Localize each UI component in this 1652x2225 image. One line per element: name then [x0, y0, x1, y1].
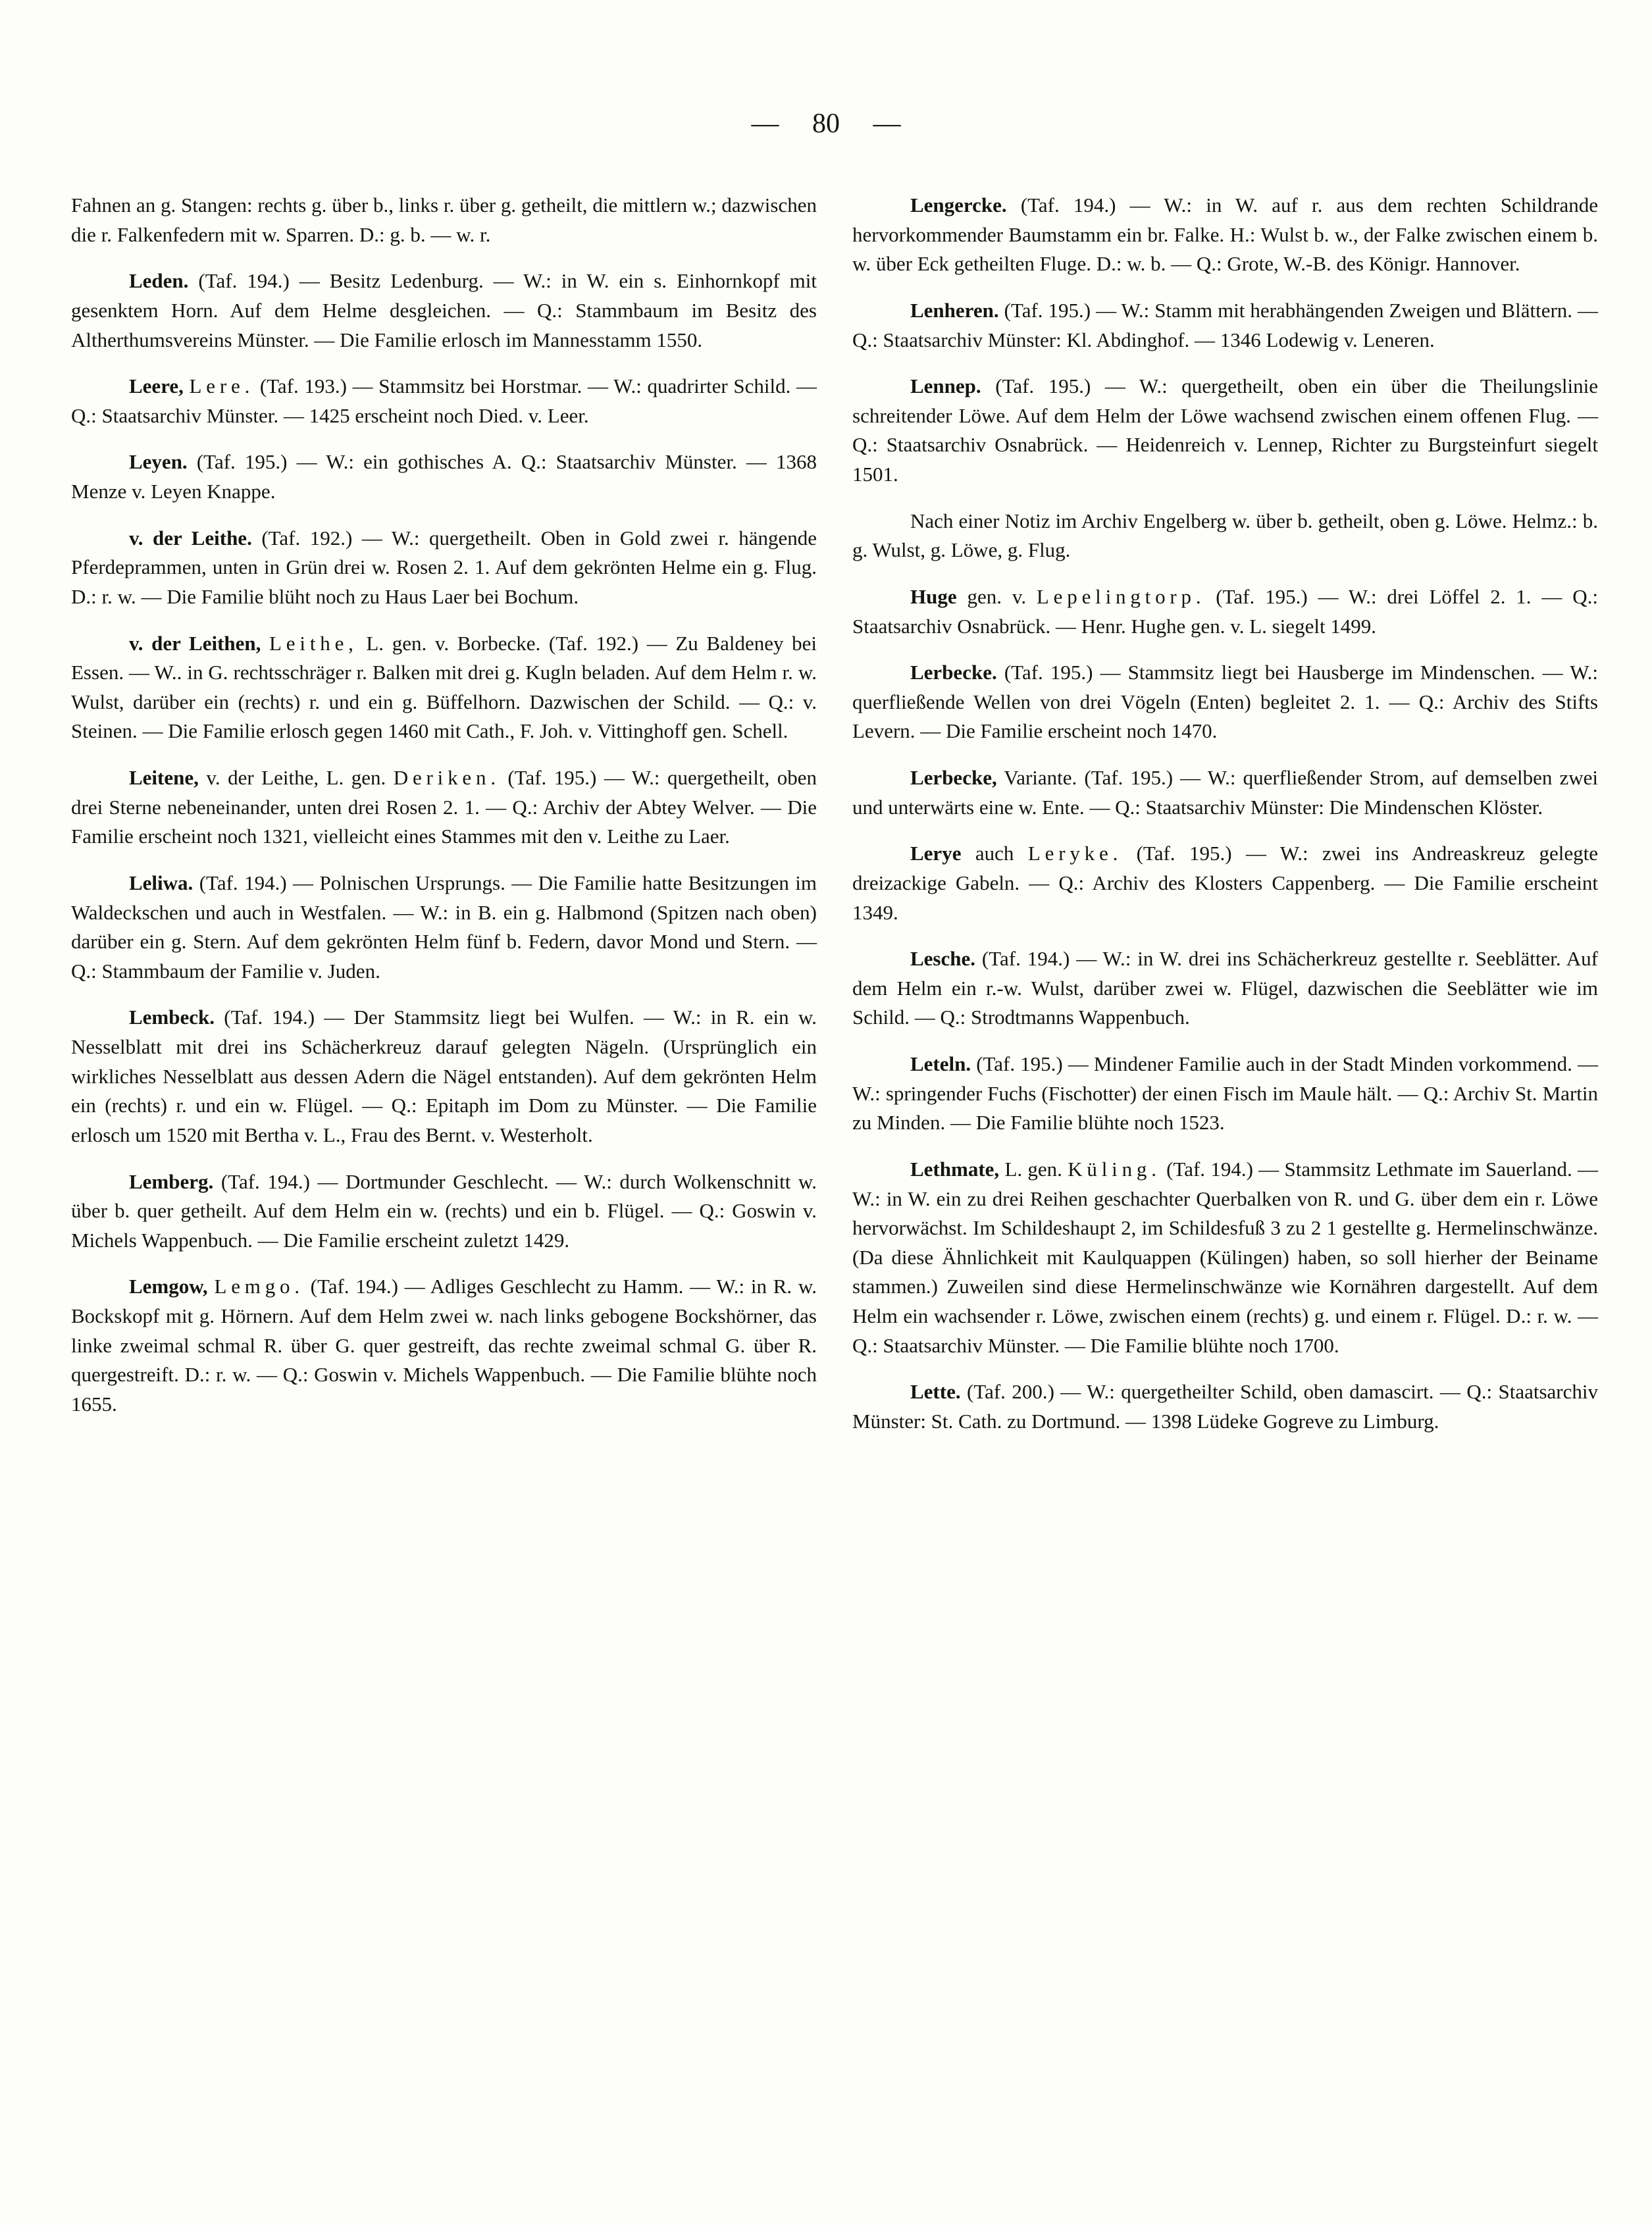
entry-body-text: (Taf. 195.) — W.: quergetheilt, oben drei Sterne nebeneinander, unten drei Rosen 2. 1. — Q.: Archiv der Abtey Welver. — Die Familie erscheint noch 1321, vielleicht eines Stammes mit den v. Leithe zu Laer.	[71, 766, 817, 848]
entry-lembeck	[71, 1003, 817, 1150]
entry-huge	[852, 582, 1598, 641]
entry-headword: Lesche.	[910, 947, 976, 971]
right-column	[852, 191, 1598, 1454]
entry-headword: Lerbecke,	[910, 766, 997, 789]
entry-headword: v. der Leithe.	[129, 526, 252, 550]
entry-body-text: Fahnen an g. Stangen: rechts g. über b., links r. über g. getheilt, die mittlern w.; dazwischen die r. Falkenfedern mit w. Sparren. D.: g. b. — w. r.	[71, 193, 817, 246]
entry-spaced-name: Küling.	[1068, 1157, 1161, 1181]
entry-headword: Leere,	[129, 374, 184, 398]
entry-lerbecke	[852, 658, 1598, 746]
entry-lemgow	[71, 1272, 817, 1419]
entry-leitene	[71, 763, 817, 852]
entry-headword: Leyen.	[129, 450, 188, 474]
entry-mid-text	[261, 632, 269, 655]
entry-mid-text	[997, 661, 1004, 684]
entry-body-text: (Taf. 195.) — Stammsitz liegt bei Hausberge im Mindenschen. — W.: querfließende Wellen von drei Vögeln (Enten) begleitet 2. 1. — Q.: Archiv des Stifts Levern. — Die Familie erscheint noch 1470.	[852, 661, 1599, 743]
page-header	[0, 108, 1652, 140]
entry-body-text: (Taf. 194.) — Adliges Geschlecht zu Hamm. — W.: in R. w. Bockskopf mit g. Hörnern. Auf dem Helm zwei w. nach links gebogene Bockshörner, das linke zweimal schmal R. über G. quer gestreift, das rechte zweimal schmal G. über R. quergestreift. D.: r. w. — Q.: Goswin v. Michels Wappenbuch. — Die Familie blühte noch 1655.	[71, 1275, 817, 1416]
entry-lenheren	[852, 296, 1598, 355]
entry-mid-text	[208, 1275, 215, 1298]
entry-body-text: Nach einer Notiz im Archiv Engelberg w. über b. getheilt, oben g. Löwe. Helmz.: b. g. Wulst, g. Löwe, g. Flug.	[852, 509, 1598, 562]
entry-mid-text	[981, 374, 996, 397]
entry-headword: Leteln.	[910, 1052, 971, 1075]
entry-headword: Leliwa.	[129, 871, 194, 894]
left-column	[71, 191, 817, 1454]
entry-headword: Lembeck.	[129, 1006, 215, 1029]
entry-mid-text	[971, 1052, 976, 1075]
entry-leteln	[852, 1050, 1598, 1138]
entry-body-text: (Taf. 195.) — W.: Stamm mit herabhängenden Zweigen und Blättern. — Q.: Staatsarchiv Münster: Kl. Abdinghof. — 1346 Lodewig v. Leneren.	[852, 298, 1599, 351]
entry-headword: Lemberg.	[129, 1169, 214, 1193]
entry-spaced-name: Leithe,	[269, 631, 358, 655]
entry-headword: Leden.	[129, 269, 189, 293]
entry-body-text: (Taf. 194.) — Stammsitz Lethmate im Sauerland. — W.: in W. ein zu drei Reihen geschachter Querbalken von R. und G. über dem ein r. Löwe hervorwächst. Im Schildeshaupt 2, im Schildesfuß 3 zu 2 1 gestellte g. Hermelinschwänze. (Da diese Ähnlichkeit mit Kaulquappen (Külingen) haben, so soll hierher der Beiname stammen.) Zuweilen sind diese Hermelinschwänze wie Kornähren dargestellt. Auf dem Helm ein wachsender r. Löwe, zwischen einem (rechts) g. und einem r. Flügel. D.: r. w. — Q.: Staatsarchiv Münster. — Die Familie blühte noch 1700.	[852, 1157, 1598, 1357]
entry-body-text: (Taf. 194.) — Der Stammsitz liegt bei Wulfen. — W.: in R. ein w. Nesselblatt mit drei ins Schächerkreuz darauf gelegten Nägeln. (Ursprünglich ein wirkliches Nesselblatt aus dessen Adern die Nägel entstanden). Auf dem gekrönten Helm ein (rechts) r. und ein w. Flügel. — Q.: Epitaph im Dom zu Münster. — Die Familie erlosch um 1520 mit Bertha v. L., Frau des Bernt. v. Westerholt.	[71, 1006, 817, 1146]
page-number: — 80 —	[751, 109, 901, 139]
entry-mid-text	[975, 947, 982, 970]
entry-leyen	[71, 448, 817, 506]
entry-headword: Lennep.	[910, 374, 981, 398]
entry-leliwa	[71, 869, 817, 986]
entry-body-text: (Taf. 195.) — W.: drei Löffel 2. 1. — Q.: Staatsarchiv Osnabrück. — Henr. Hughe gen. v. L. siegelt 1499.	[852, 584, 1598, 638]
text-columns	[71, 191, 1598, 1454]
entry-headword: Lerye	[910, 842, 962, 865]
entry-lette	[852, 1377, 1598, 1436]
entry-mid-text: gen. v.	[956, 584, 1037, 608]
entry-leere	[71, 372, 817, 430]
entry-v-der-leithen	[71, 629, 817, 747]
entry-mid-text	[1007, 193, 1021, 217]
entry-mid-text: L. gen.	[999, 1157, 1068, 1181]
entry-lengercke	[852, 191, 1598, 279]
entry-lesche	[852, 944, 1598, 1033]
entry-lerbecke-variante	[852, 763, 1598, 822]
entry-body-text: (Taf. 194.) — Dortmunder Geschlecht. — W.: durch Wolkenschnitt w. über b. quer getheilt. Auf dem Helm ein w. (rechts) und ein b. Flügel. — Q.: Goswin v. Michels Wappenbuch. — Die Familie erscheint zuletzt 1429.	[71, 1169, 817, 1252]
entry-mid-text	[252, 526, 261, 550]
entry-headword: Lette.	[910, 1380, 961, 1404]
entry-body-text: (Taf. 195.) — W.: ein gothisches A. Q.: Staatsarchiv Münster. — 1368 Menze v. Leyen Knappe.	[71, 450, 817, 503]
entry-body-text: (Taf. 194.) — Polnischen Ursprungs. — Die Familie hatte Besitzungen im Waldeckschen und auch in Westfalen. — W.: in B. ein g. Halbmond (Spitzen nach oben) darüber ein g. Stern. Auf dem gekrönten Helm fünf b. Federn, davor Mond und Stern. — Q.: Stammbaum der Familie v. Juden.	[71, 871, 817, 983]
entry-mid-text	[999, 299, 1004, 322]
entry-leden	[71, 267, 817, 355]
entry-lemberg	[71, 1167, 817, 1256]
entry-headword: Huge	[910, 584, 957, 608]
entry-mid-text: auch	[961, 842, 1028, 865]
entry-mid-text	[184, 374, 190, 397]
entry-mid-text	[193, 871, 199, 894]
entry-body-text: (Taf. 195.) — W.: quergetheilt, oben ein über die Theilungslinie schreitender Löwe. Auf dem Helm der Löwe wachsend zwischen einem offenen Flug. — Q.: Staatsarchiv Osnabrück. — Heidenreich v. Lennep, Richter zu Burgsteinfurt siegelt 1501.	[852, 374, 1598, 486]
entry-headword: Lethmate,	[910, 1157, 1000, 1181]
entry-continuation	[71, 191, 817, 249]
entry-lennep-note	[852, 507, 1598, 565]
entry-headword: Lemgow,	[129, 1275, 208, 1298]
entry-body-text: (Taf. 192.) — W.: quergetheilt. Oben in Gold zwei r. hängende Pferdeprammen, unten in Grün drei w. Rosen 2. 1. Auf dem gekrönten Helme ein g. Flug. D.: r. w. — Die Familie blüht noch zu Haus Laer bei Bochum.	[71, 526, 817, 608]
entry-body-text: (Taf. 200.) — W.: quergetheilter Schild, oben damascirt. — Q.: Staatsarchiv Münster: St. Cath. zu Dortmund. — 1398 Lüdeke Gogreve zu Limburg.	[852, 1380, 1598, 1433]
entry-headword: Lenheren.	[910, 298, 999, 322]
entry-lerye	[852, 839, 1598, 927]
entry-headword: Leitene,	[129, 766, 199, 789]
entry-spaced-name: Deriken.	[393, 766, 500, 789]
entry-lennep	[852, 372, 1598, 490]
entry-body-text: (Taf. 195.) — W.: zwei ins Andreaskreuz gelegte dreizackige Gabeln. — Q.: Archiv des Klosters Cappenberg. — Die Familie erscheint 1349.	[852, 842, 1598, 924]
entry-body-text: (Taf. 194.) — W.: in W. auf r. aus dem rechten Schildrande hervorkommender Baumstamm ein br. Falke. H.: Wulst b. w., der Falke zwischen einem b. w. über Eck getheilten Fluge. D.: w. b. — Q.: Grote, W.-B. des Königr. Hannover.	[852, 193, 1599, 276]
entry-body-text: (Taf. 194.) — W.: in W. drei ins Schächerkreuz gestellte r. Seeblätter. Auf dem Helm ein r.-w. Wulst, darüber zwei w. Flügel, dazwischen die Seeblätter wie im Schild. — Q.: Strodtmanns Wappenbuch.	[852, 947, 1599, 1029]
entry-mid-text	[188, 450, 197, 473]
entry-spaced-name: Lepelingtorp.	[1036, 584, 1206, 608]
entry-mid-text: Variante.	[996, 766, 1085, 789]
entry-body-text: L. gen. v. Borbecke. (Taf. 192.) — Zu Baldeney bei Essen. — W.. in G. rechtsschräger r. Balken mit drei g. Kugln beladen. Auf dem Helm r. w. Wulst, darüber ein (rechts) r. und ein g. Büffelhorn. Dazwischen der Schild. — Q.: v. Steinen. — Die Familie erlosch gegen 1460 mit Cath., F. Joh. v. Vittinghoff gen. Schell.	[71, 631, 817, 743]
entry-spaced-name: Lere.	[189, 374, 255, 398]
entry-v-der-leithe	[71, 524, 817, 612]
entry-mid-text	[961, 1380, 967, 1403]
entry-body-text: (Taf. 195.) — Mindener Familie auch in der Stadt Minden vorkommend. — W.: springender Fuchs (Fischotter) der einen Fisch im Maule hält. — Q.: Archiv St. Martin zu Minden. — Die Familie blühte noch 1523.	[852, 1052, 1598, 1135]
entry-mid-text	[213, 1170, 221, 1193]
entry-mid-text	[188, 269, 198, 292]
entry-headword: Lerbecke.	[910, 661, 997, 684]
entry-mid-text: v. der Leithe, L. gen.	[198, 766, 394, 789]
entry-headword: v. der Leithen,	[129, 631, 261, 655]
entry-lethmate	[852, 1155, 1598, 1360]
entry-spaced-name: Lemgo.	[214, 1275, 304, 1298]
entry-spaced-name: Leryke.	[1027, 842, 1123, 865]
entry-body-text: (Taf. 195.) — W.: querfließender Strom, auf demselben zwei und unterwärts eine w. Ente. — Q.: Staatsarchiv Münster: Die Mindenschen Klöster.	[852, 766, 1598, 819]
entry-headword: Lengercke.	[910, 193, 1007, 217]
entry-body-text: (Taf. 194.) — Besitz Ledenburg. — W.: in W. ein s. Einhornkopf mit gesenktem Horn. Auf dem Helme desgleichen. — Q.: Stammbaum im Besitz des Altherthumsvereins Münster. — Die Familie erlosch im Mannesstamm 1550.	[71, 269, 817, 351]
entry-body-text: (Taf. 193.) — Stammsitz bei Horstmar. — W.: quadrirter Schild. — Q.: Staatsarchiv Münster. — 1425 erscheint noch Died. v. Leer.	[71, 374, 817, 427]
entry-mid-text	[215, 1006, 224, 1029]
